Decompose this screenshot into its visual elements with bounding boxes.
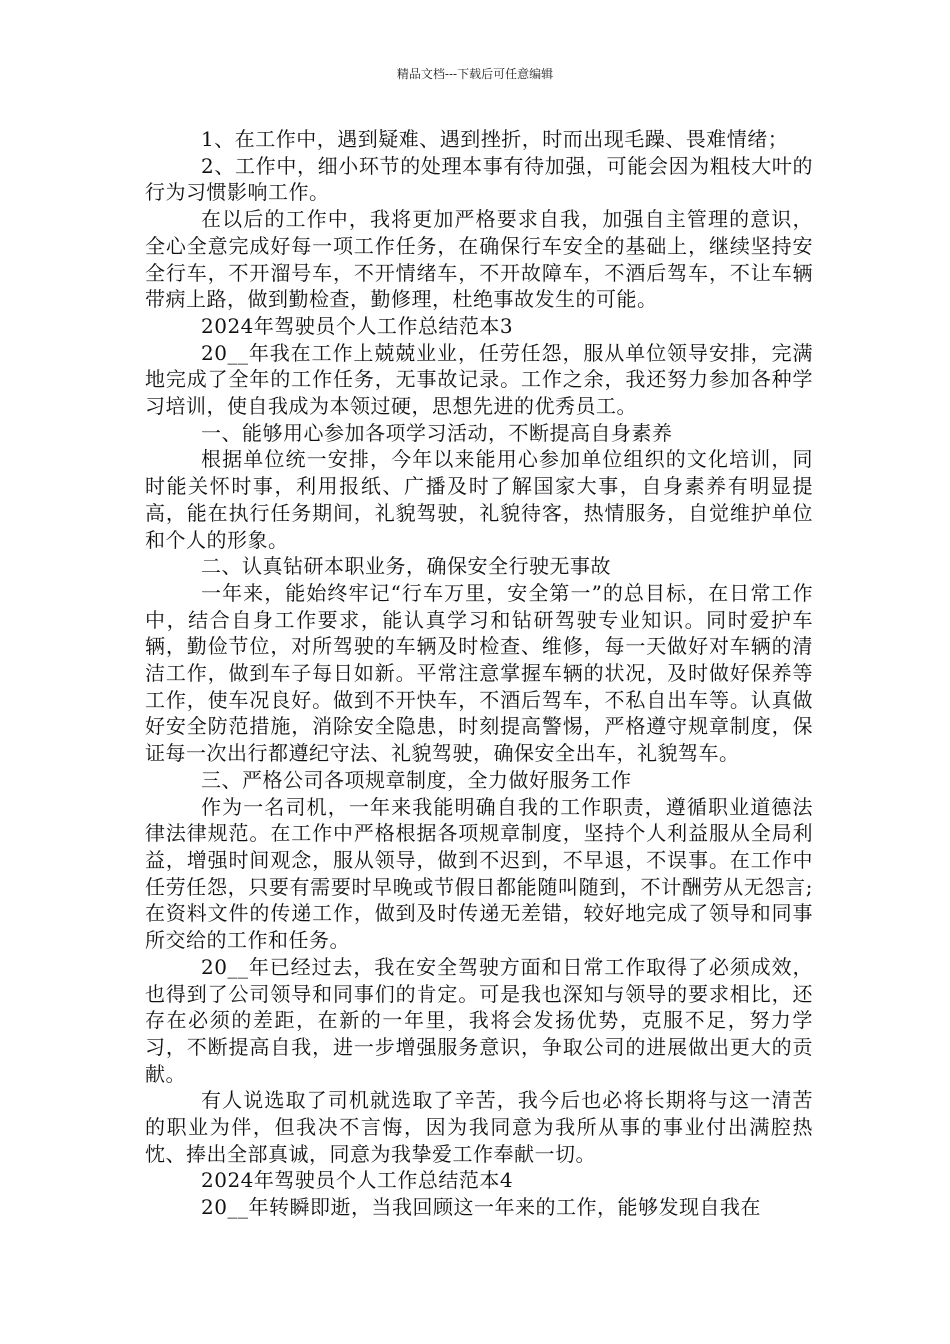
section-title: 2024年驾驶员个人工作总结范本3 <box>201 313 514 338</box>
paragraph: 20__年转瞬即逝，当我回顾这一年来的工作，能够发现自我在 <box>201 1195 761 1220</box>
paragraph: 20__年已经过去，我在安全驾驶方面和日常工作取得了必须成效，也得到了公司领导和同事们的肯定。可是我也深知与领导的要求相比，还存在必须的差距，在新的一年里，我将会发扬优势，克服不足，努力学习，不断提高自我，进一步增强服务意识，争取公司的进展做出更大的贡献。 <box>145 954 813 1086</box>
paragraph: 根据单位统一安排，今年以来能用心参加单位组织的文化培训，同时能关怀时事，利用报纸、广播及时了解国家大事，自身素养有明显提高，能在执行任务期间，礼貌驾驶，礼貌待客，热情服务，自觉维护单位和个人的形象。 <box>145 447 813 552</box>
section-heading: 二、认真钻研本职业务，确保安全行驶无事故 <box>201 554 611 579</box>
paragraph: 1、在工作中，遇到疑难、遇到挫折，时而出现毛躁、畏难情绪； <box>201 127 789 151</box>
paragraph: 20__年我在工作上兢兢业业，任劳任怨，服从单位领导安排，完满地完成了全年的工作任务，无事故记录。工作之余，我还努力参加各种学习培训，使自我成为本领过硬，思想先进的优秀员工。 <box>145 340 813 419</box>
paragraph: 有人说选取了司机就选取了辛苦，我今后也必将长期将与这一清苦的职业为伴，但我决不言悔，因为我同意为我所从事的事业付出满腔热忱、捧出全部真诚，同意为我挚爱工作奉献一切。 <box>145 1088 813 1166</box>
paragraph: 在以后的工作中，我将更加严格要求自我，加强自主管理的意识，全心全意完成好每一项工作任务，在确保行车安全的基础上，继续坚持安全行车，不开溜号车，不开情绪车，不开故障车，不酒后驾车，不让车辆带病上路，做到勤检查，勤修理，杜绝事故发生的可能。 <box>145 207 813 312</box>
section-heading: 三、严格公司各项规章制度，全力做好服务工作 <box>201 767 632 792</box>
section-heading: 一、能够用心参加各项学习活动，不断提高自身素养 <box>201 420 673 445</box>
section-title: 2024年驾驶员个人工作总结范本4 <box>201 1168 514 1193</box>
paragraph: 作为一名司机，一年来我能明确自我的工作职责，遵循职业道德法律法律规范。在工作中严格根据各项规章制度，坚持个人利益服从全局利益，增强时间观念，服从领导，做到不迟到，不早退，不误事。在工作中任劳任怨，只要有需要时早晚或节假日都能随叫随到，不计酬劳从无怨言;在资料文件的传递工作，做到及时传递无差错，较好地完成了领导和同事所交给的工作和任务。 <box>145 794 813 953</box>
page-header: 精品文档---下载后可任意编辑 <box>396 67 554 81</box>
paragraph: 2、工作中，细小环节的处理本事有待加强，可能会因为粗枝大叶的行为习惯影响工作。 <box>145 153 813 205</box>
paragraph: 一年来，能始终牢记“行车万里，安全第一”的总目标，在日常工作中，结合自身工作要求，能认真学习和钻研驾驶专业知识。同时爱护车辆，勤俭节位，对所驾驶的车辆及时检查、维修，每一天做好对车辆的清洁工作，做到车子每日如新。平常注意掌握车辆的状况，及时做好保养等工作，使车况良好。做到不开快车，不酒后驾车，不私自出车等。认真做好安全防范措施，消除安全隐患，时刻提高警惕，严格遵守规章制度，保证每一次出行都遵纪守法、礼貌驾驶，确保安全出车，礼貌驾车。 <box>145 580 813 766</box>
document-body <box>145 126 813 1221</box>
